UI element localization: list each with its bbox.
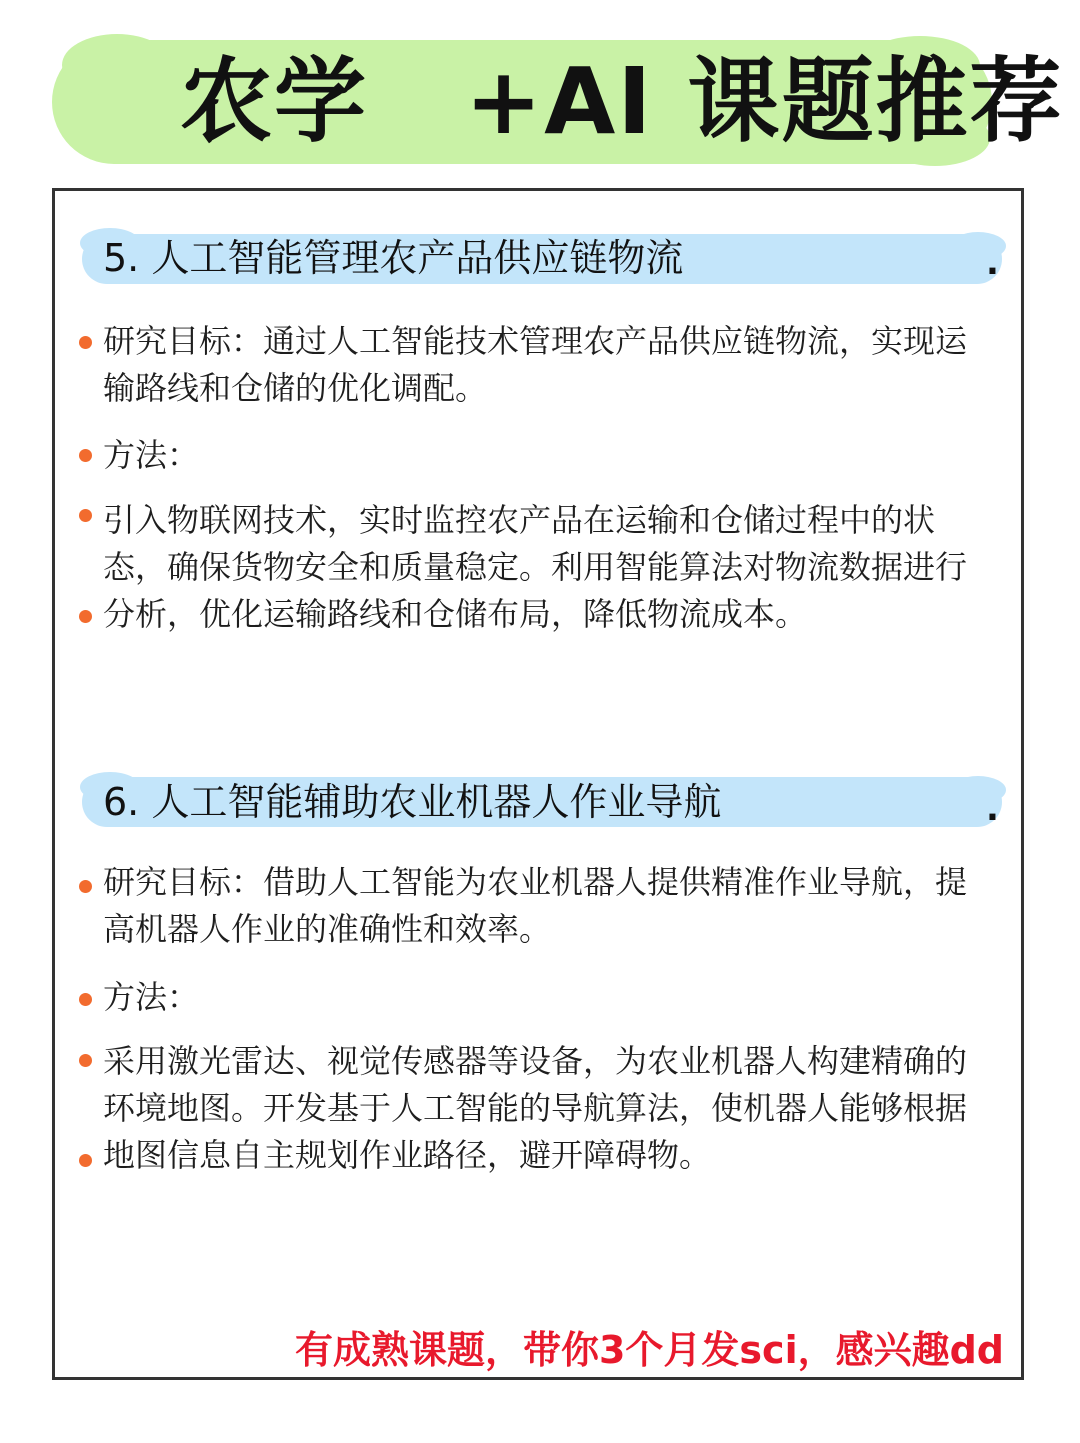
bullet-dot <box>79 993 92 1006</box>
bullet-dot <box>79 336 92 349</box>
page-title-part1: 农学 <box>180 48 369 155</box>
heading-trailing-dot: . <box>986 243 999 283</box>
banner-blob <box>62 34 172 96</box>
bullet-dot <box>79 449 92 462</box>
bullet-dot <box>79 509 92 522</box>
method-label: 方法： <box>103 978 200 1016</box>
call-to-action: 有成熟课题，带你3个月发sci，感兴趣dd <box>294 1328 1004 1372</box>
bullet-dot <box>79 880 92 893</box>
bullet-dot <box>79 1054 92 1067</box>
heading-trailing-dot: . <box>986 789 999 829</box>
method-label: 方法： <box>103 436 200 474</box>
section-heading: 6. 人工智能辅助农业机器人作业导航 <box>103 780 722 824</box>
research-goal: 研究目标：通过人工智能技术管理农产品供应链物流，实现运输路线和仓储的优化调配。 <box>103 322 968 407</box>
bullet-dot <box>79 610 92 623</box>
method-text: 引入物联网技术，实时监控农产品在运输和仓储过程中的状态，确保货物安全和质量稳定。利用智能算法对物流数据进行分析，优化运输路线和仓储布局，降低物流成本。 <box>103 501 968 633</box>
page-title-part2: +AI 课题推荐 <box>465 48 1064 155</box>
section-heading: 5. 人工智能管理农产品供应链物流 <box>103 236 684 280</box>
method-text: 采用激光雷达、视觉传感器等设备，为农业机器人构建精确的环境地图。开发基于人工智能的导航算法，使机器人能够根据地图信息自主规划作业路径，避开障碍物。 <box>103 1042 968 1174</box>
bullet-dot <box>79 1154 92 1167</box>
research-goal: 研究目标：借助人工智能为农业机器人提供精准作业导航，提高机器人作业的准确性和效率。 <box>103 863 968 948</box>
